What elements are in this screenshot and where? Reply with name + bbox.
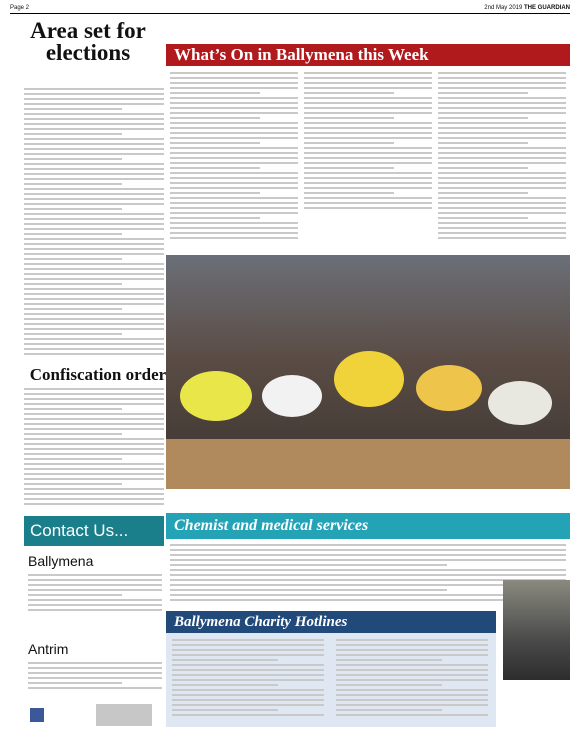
whats-on-listings-col1 — [170, 72, 298, 242]
whats-on-banner: What’s On in Ballymena this Week — [166, 44, 570, 66]
newspaper-thumbnail — [96, 704, 152, 726]
antrim-office-heading: Antrim — [28, 641, 69, 657]
ballymena-office-heading: Ballymena — [28, 553, 94, 569]
easter-bonnets-photo — [166, 255, 570, 489]
article-body-confiscation — [24, 388, 164, 508]
facebook-icon[interactable] — [30, 708, 44, 722]
whats-on-listings-col3 — [438, 72, 566, 242]
article-body-elections — [24, 88, 164, 358]
whats-on-listings-col2 — [304, 72, 432, 212]
charity-hotlines-panel — [166, 633, 496, 727]
ballymena-office-details — [28, 574, 162, 614]
charity-hotlines-banner: Ballymena Charity Hotlines — [166, 611, 496, 633]
page-number: Page 2 — [10, 4, 30, 11]
issue-date: 2nd May 2019 THE GUARDIAN — [484, 4, 570, 11]
antrim-office-details — [28, 662, 162, 692]
contact-us-banner: Contact Us... — [24, 516, 164, 546]
boy-with-easter-egg-photo — [503, 580, 570, 680]
page-masthead — [10, 2, 570, 14]
headline-area-set-for-elections: Area set for elections — [30, 18, 146, 65]
chemist-banner: Chemist and medical services — [166, 513, 570, 539]
headline-confiscation-order: Confiscation order — [29, 365, 167, 384]
